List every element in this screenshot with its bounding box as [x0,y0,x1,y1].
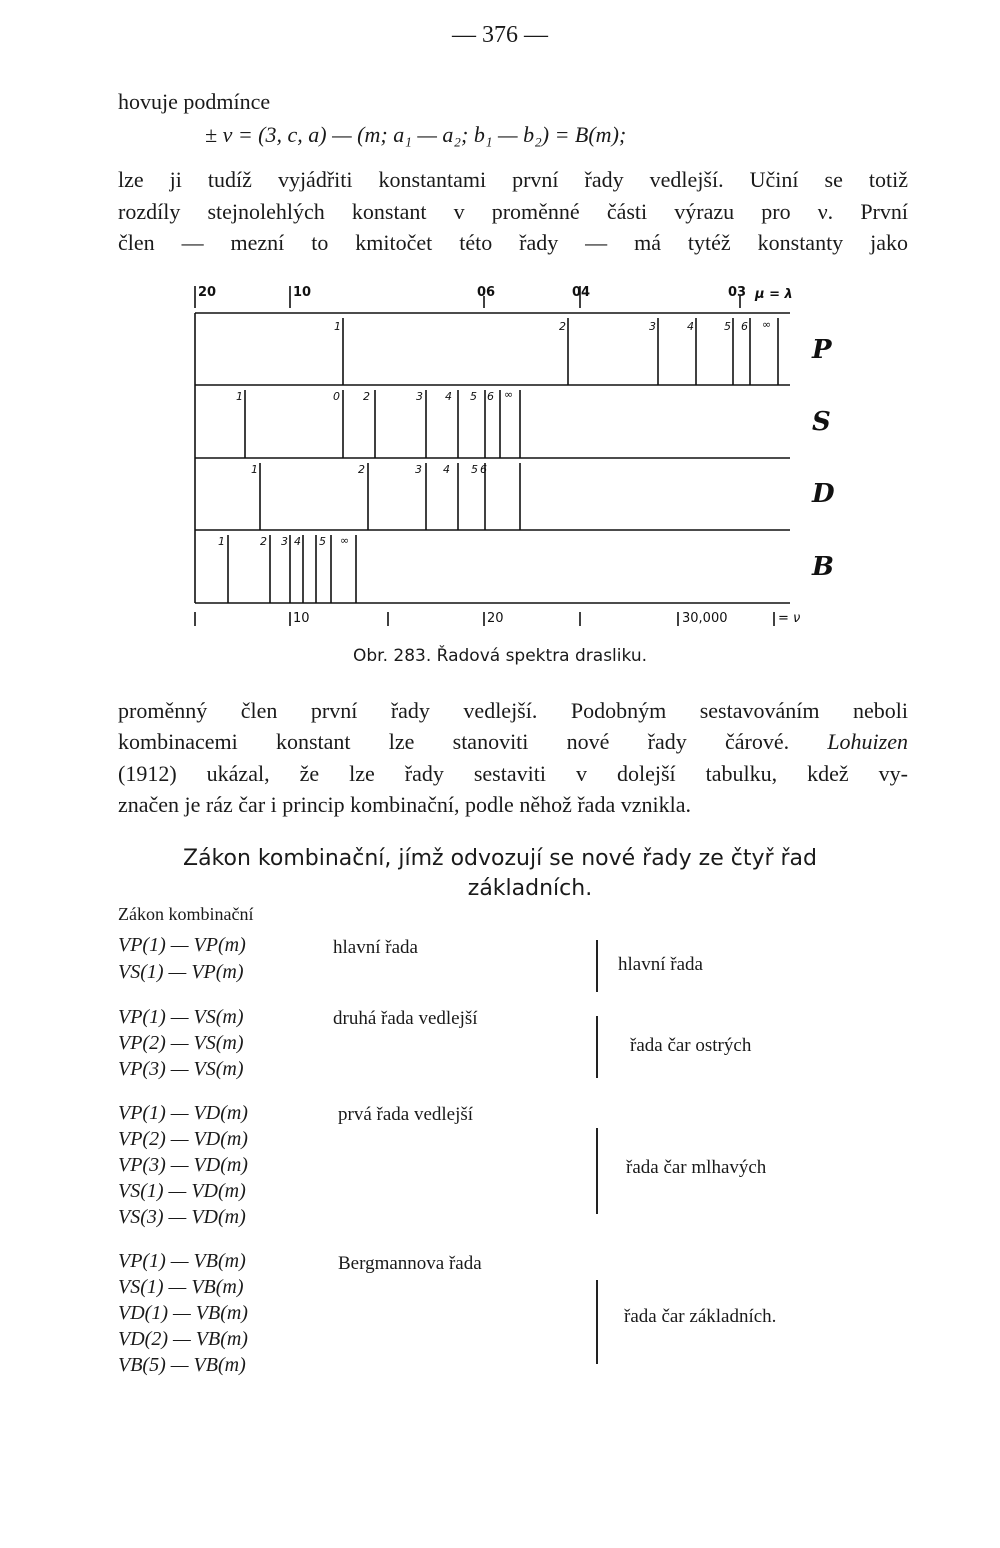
d-line-number: 5 [471,463,478,476]
series-description: prvá řada vedlejší [338,1104,474,1125]
law-row: VP(3) — VD(m) [118,1154,248,1176]
bottom-scale-label: = ν [778,611,801,626]
law-row: VP(2) — VD(m) [118,1128,248,1150]
b-line-number: 2 [260,535,267,548]
paragraph2-line3: (1912) ukázal, že lze řady sestaviti v dolejší tabulku, kdež vy- [118,761,908,786]
p-line-number: 1 [334,320,341,333]
group-brace [596,1280,601,1364]
formula: ± ν = (3, c, a) — (m; a₁ — a₂; b₁ — b₂) = B(m); [205,122,627,147]
series-description: druhá řada vedlejší [333,1008,478,1029]
p-line-number: 6 [741,320,748,333]
line-type: řada čar ostrých [630,1035,752,1056]
b-line-number: 1 [218,535,225,548]
law-row: VP(1) — VB(m) [118,1250,246,1272]
series-label-d: D [812,479,835,509]
bottom-scale-label: 30,000 [682,611,728,626]
d-line-number: 2 [358,463,365,476]
line-type: řada čar mlhavých [626,1157,767,1178]
d-line-number: 1 [251,463,258,476]
b-line-number: 4 [294,535,301,548]
paragraph1-line2: rozdíly stejnolehlých konstant v proměnné části výrazu pro ν. První [118,199,908,224]
series-label-s: S [812,407,831,437]
law-row: VP(2) — VS(m) [118,1032,244,1054]
top-scale-label: 06 [477,285,496,300]
line-type: řada čar základních. [624,1306,777,1327]
top-scale-label: μ = λ [755,287,793,302]
s-line-number: ∞ [504,388,514,401]
d-line-number: 4 [443,463,450,476]
law-row: VB(5) — VB(m) [118,1354,246,1376]
top-scale-label: 03 [728,285,747,300]
bottom-scale-label: 20 [487,611,504,626]
top-scale-label: 10 [293,285,312,300]
top-scale-label: 20 [198,285,217,300]
paragraph2-line4: značen je ráz čar i princip kombinační, podle něhož řada vznikla. [118,792,691,817]
b-line-number: 5 [319,535,326,548]
s-line-number: 4 [445,390,452,403]
intro-text: hovuje podmínce [118,89,271,114]
table-column-header: Zákon kombinační [118,904,254,924]
p-line-number: ∞ [762,318,772,331]
paragraph1-line3: člen — mezní to kmitočet této řady — má tytéž konstanty jako [118,230,908,255]
table-title-line1: Zákon kombinační, jímž odvozují se nové řady ze čtyř řad [183,846,817,871]
series-spectra-figure [180,280,860,630]
law-row: VD(1) — VB(m) [118,1302,248,1324]
law-row: VP(1) — VD(m) [118,1102,248,1124]
series-label-p: P [812,335,832,365]
law-row: VP(3) — VS(m) [118,1058,244,1080]
d-line-number: 6 [480,463,487,476]
paragraph1-line1: lze ji tudíž vyjádřiti konstantami první řady vedlejší. Učiní se totiž [118,167,908,192]
group-brace [596,940,601,992]
s-line-number: 2 [363,390,370,403]
bottom-scale-label: 10 [293,611,310,626]
author-name: Lohuizen [827,729,908,754]
d-line-number: 3 [415,463,422,476]
law-row: VS(1) — VB(m) [118,1276,244,1298]
series-description: hlavní řada [333,937,418,958]
law-row: VP(1) — VP(m) [118,934,246,956]
series-label-b: B [812,552,834,582]
top-scale-label: 04 [572,285,591,300]
p-line-number: 2 [559,320,566,333]
b-line-number: 3 [281,535,288,548]
law-row: VP(1) — VS(m) [118,1006,244,1028]
s-line-number: 6 [487,390,494,403]
paragraph2-text: kombinacemi konstant lze stanoviti nové řady čárové. [118,729,828,754]
law-row: VS(1) — VD(m) [118,1180,246,1202]
table-title-line2: základních. [467,876,593,901]
group-brace [596,1016,601,1078]
p-line-number: 3 [649,320,656,333]
page-number: — 376 — [452,22,548,48]
law-row: VS(1) — VP(m) [118,961,244,983]
figure-caption: Obr. 283. Řadová spektra drasliku. [352,646,648,666]
s-line-number: 0 [333,390,340,403]
b-line-number: ∞ [340,534,350,547]
s-line-number: 1 [236,390,243,403]
law-row: VS(3) — VD(m) [118,1206,246,1228]
series-description: Bergmannova řada [338,1253,482,1274]
s-line-number: 3 [416,390,423,403]
p-line-number: 4 [687,320,694,333]
p-line-number: 5 [724,320,731,333]
line-type: hlavní řada [618,954,703,975]
paragraph2-line2 [118,728,908,756]
paragraph2-line1: proměnný člen první řady vedlejší. Podobným sestavováním neboli [118,698,908,723]
group-brace [596,1128,601,1214]
s-line-number: 5 [470,390,477,403]
law-row: VD(2) — VB(m) [118,1328,248,1350]
